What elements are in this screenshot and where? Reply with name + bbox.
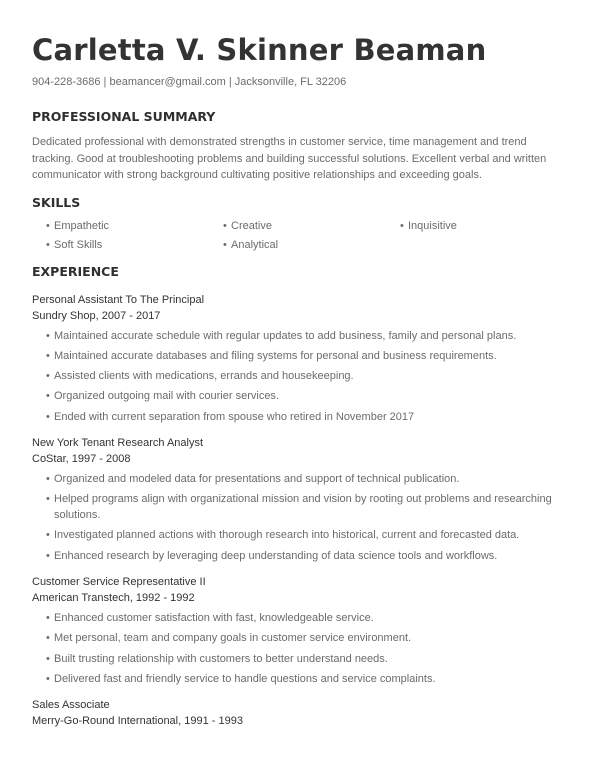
skill-label: Creative [231, 219, 272, 232]
skill-item [46, 218, 223, 234]
job-duty-text: Enhanced customer satisfaction with fast, knowledgeable service. [54, 612, 374, 625]
bullet-icon: • [46, 410, 50, 423]
job-duty-item [32, 611, 568, 627]
bullet-icon: • [223, 238, 227, 251]
skill-item [46, 237, 223, 253]
bullet-icon: • [46, 529, 50, 542]
bullet-icon: • [46, 349, 50, 362]
job-duty-item [32, 492, 568, 523]
bullet-icon: • [46, 473, 50, 486]
bullet-icon: • [400, 219, 404, 232]
job-duty-text: Maintained accurate databases and filing systems for personal and business requirements. [54, 349, 497, 362]
job-duty-text: Investigated planned actions with thorough research into historical, current and forecasted data. [54, 529, 520, 542]
job-duty-item [32, 672, 568, 688]
bullet-icon: • [46, 652, 50, 665]
job-entry [32, 293, 568, 426]
skill-label: Empathetic [54, 219, 110, 232]
job-duty-text: Maintained accurate schedule with regular updates to add business, family and personal plans. [54, 329, 517, 342]
job-duty-item [32, 349, 568, 365]
job-duty-item [32, 631, 568, 647]
job-title: New York Tenant Research Analyst [32, 437, 204, 450]
job-duty-text: Ended with current separation from spouse who retired in November 2017 [54, 410, 415, 423]
skill-item [223, 218, 400, 234]
job-company-dates: Merry-Go-Round International, 1991 - 1993 [32, 715, 243, 728]
job-entry [32, 575, 568, 687]
candidate-name: Carletta V. Skinner Beaman [32, 33, 487, 67]
bullet-icon: • [223, 219, 227, 232]
job-duty-text: Organized and modeled data for presentations and support of technical publication. [54, 473, 460, 486]
job-company-dates: American Transtech, 1992 - 1992 [32, 592, 195, 605]
job-entry [32, 436, 568, 564]
summary-text: Dedicated professional with demonstrated strengths in customer service, time management and trend tracking. Good at troubleshooting problems and building successful solutions. Excellent verbal and written communicator with strong background cultivating positive relationships and exceeding goals. [32, 136, 547, 181]
job-duties-list [32, 472, 568, 564]
job-company-dates: Sundry Shop, 2007 - 2017 [32, 309, 161, 322]
skill-item [223, 237, 400, 253]
job-duty-item [32, 549, 568, 565]
skill-item [400, 218, 580, 234]
job-duty-text: Helped programs align with organizational mission and vision by rooting out problems and researching solutions. [54, 493, 552, 521]
bullet-icon: • [46, 632, 50, 645]
bullet-icon: • [46, 219, 50, 232]
job-duty-text: Assisted clients with medications, errands and housekeeping. [54, 370, 354, 383]
job-company-dates: CoStar, 1997 - 2008 [32, 453, 131, 466]
skills-heading: SKILLS [32, 194, 81, 210]
experience-list [32, 293, 568, 730]
skill-label: Soft Skills [54, 238, 103, 251]
summary-heading: PROFESSIONAL SUMMARY [32, 109, 216, 124]
bullet-icon: • [46, 390, 50, 403]
job-title: Personal Assistant To The Principal [32, 293, 205, 306]
job-duty-item [32, 329, 568, 345]
skills-list [32, 218, 568, 253]
job-duty-item [32, 528, 568, 544]
skill-label: Inquisitive [408, 219, 457, 232]
job-duties-list [32, 611, 568, 687]
job-duty-item [32, 652, 568, 668]
job-entry [32, 698, 568, 729]
experience-heading: EXPERIENCE [32, 263, 119, 279]
job-duty-text: Enhanced research by leveraging deep understanding of data science tools and workflows. [54, 549, 498, 562]
job-duty-text: Built trusting relationship with customers to better understand needs. [54, 652, 388, 665]
job-duty-item [32, 369, 568, 385]
bullet-icon: • [46, 238, 50, 251]
bullet-icon: • [46, 672, 50, 685]
job-title: Customer Service Representative II [32, 576, 206, 589]
bullet-icon: • [46, 493, 50, 506]
job-duty-text: Met personal, team and company goals in customer service environment. [54, 632, 412, 645]
bullet-icon: • [46, 370, 50, 383]
job-duty-text: Delivered fast and friendly service to handle questions and service complaints. [54, 672, 436, 685]
bullet-icon: • [46, 549, 50, 562]
bullet-icon: • [46, 612, 50, 625]
job-duty-text: Organized outgoing mail with courier services. [54, 390, 279, 403]
job-duty-item [32, 472, 568, 488]
bullet-icon: • [46, 329, 50, 342]
job-duty-item [32, 389, 568, 405]
job-title: Sales Associate [32, 699, 110, 712]
contact-info: 904-228-3686 | beamancer@gmail.com | Jacksonville, FL 32206 [32, 76, 347, 88]
job-duty-item [32, 410, 568, 426]
job-duties-list [32, 329, 568, 426]
skill-label: Analytical [231, 238, 279, 251]
